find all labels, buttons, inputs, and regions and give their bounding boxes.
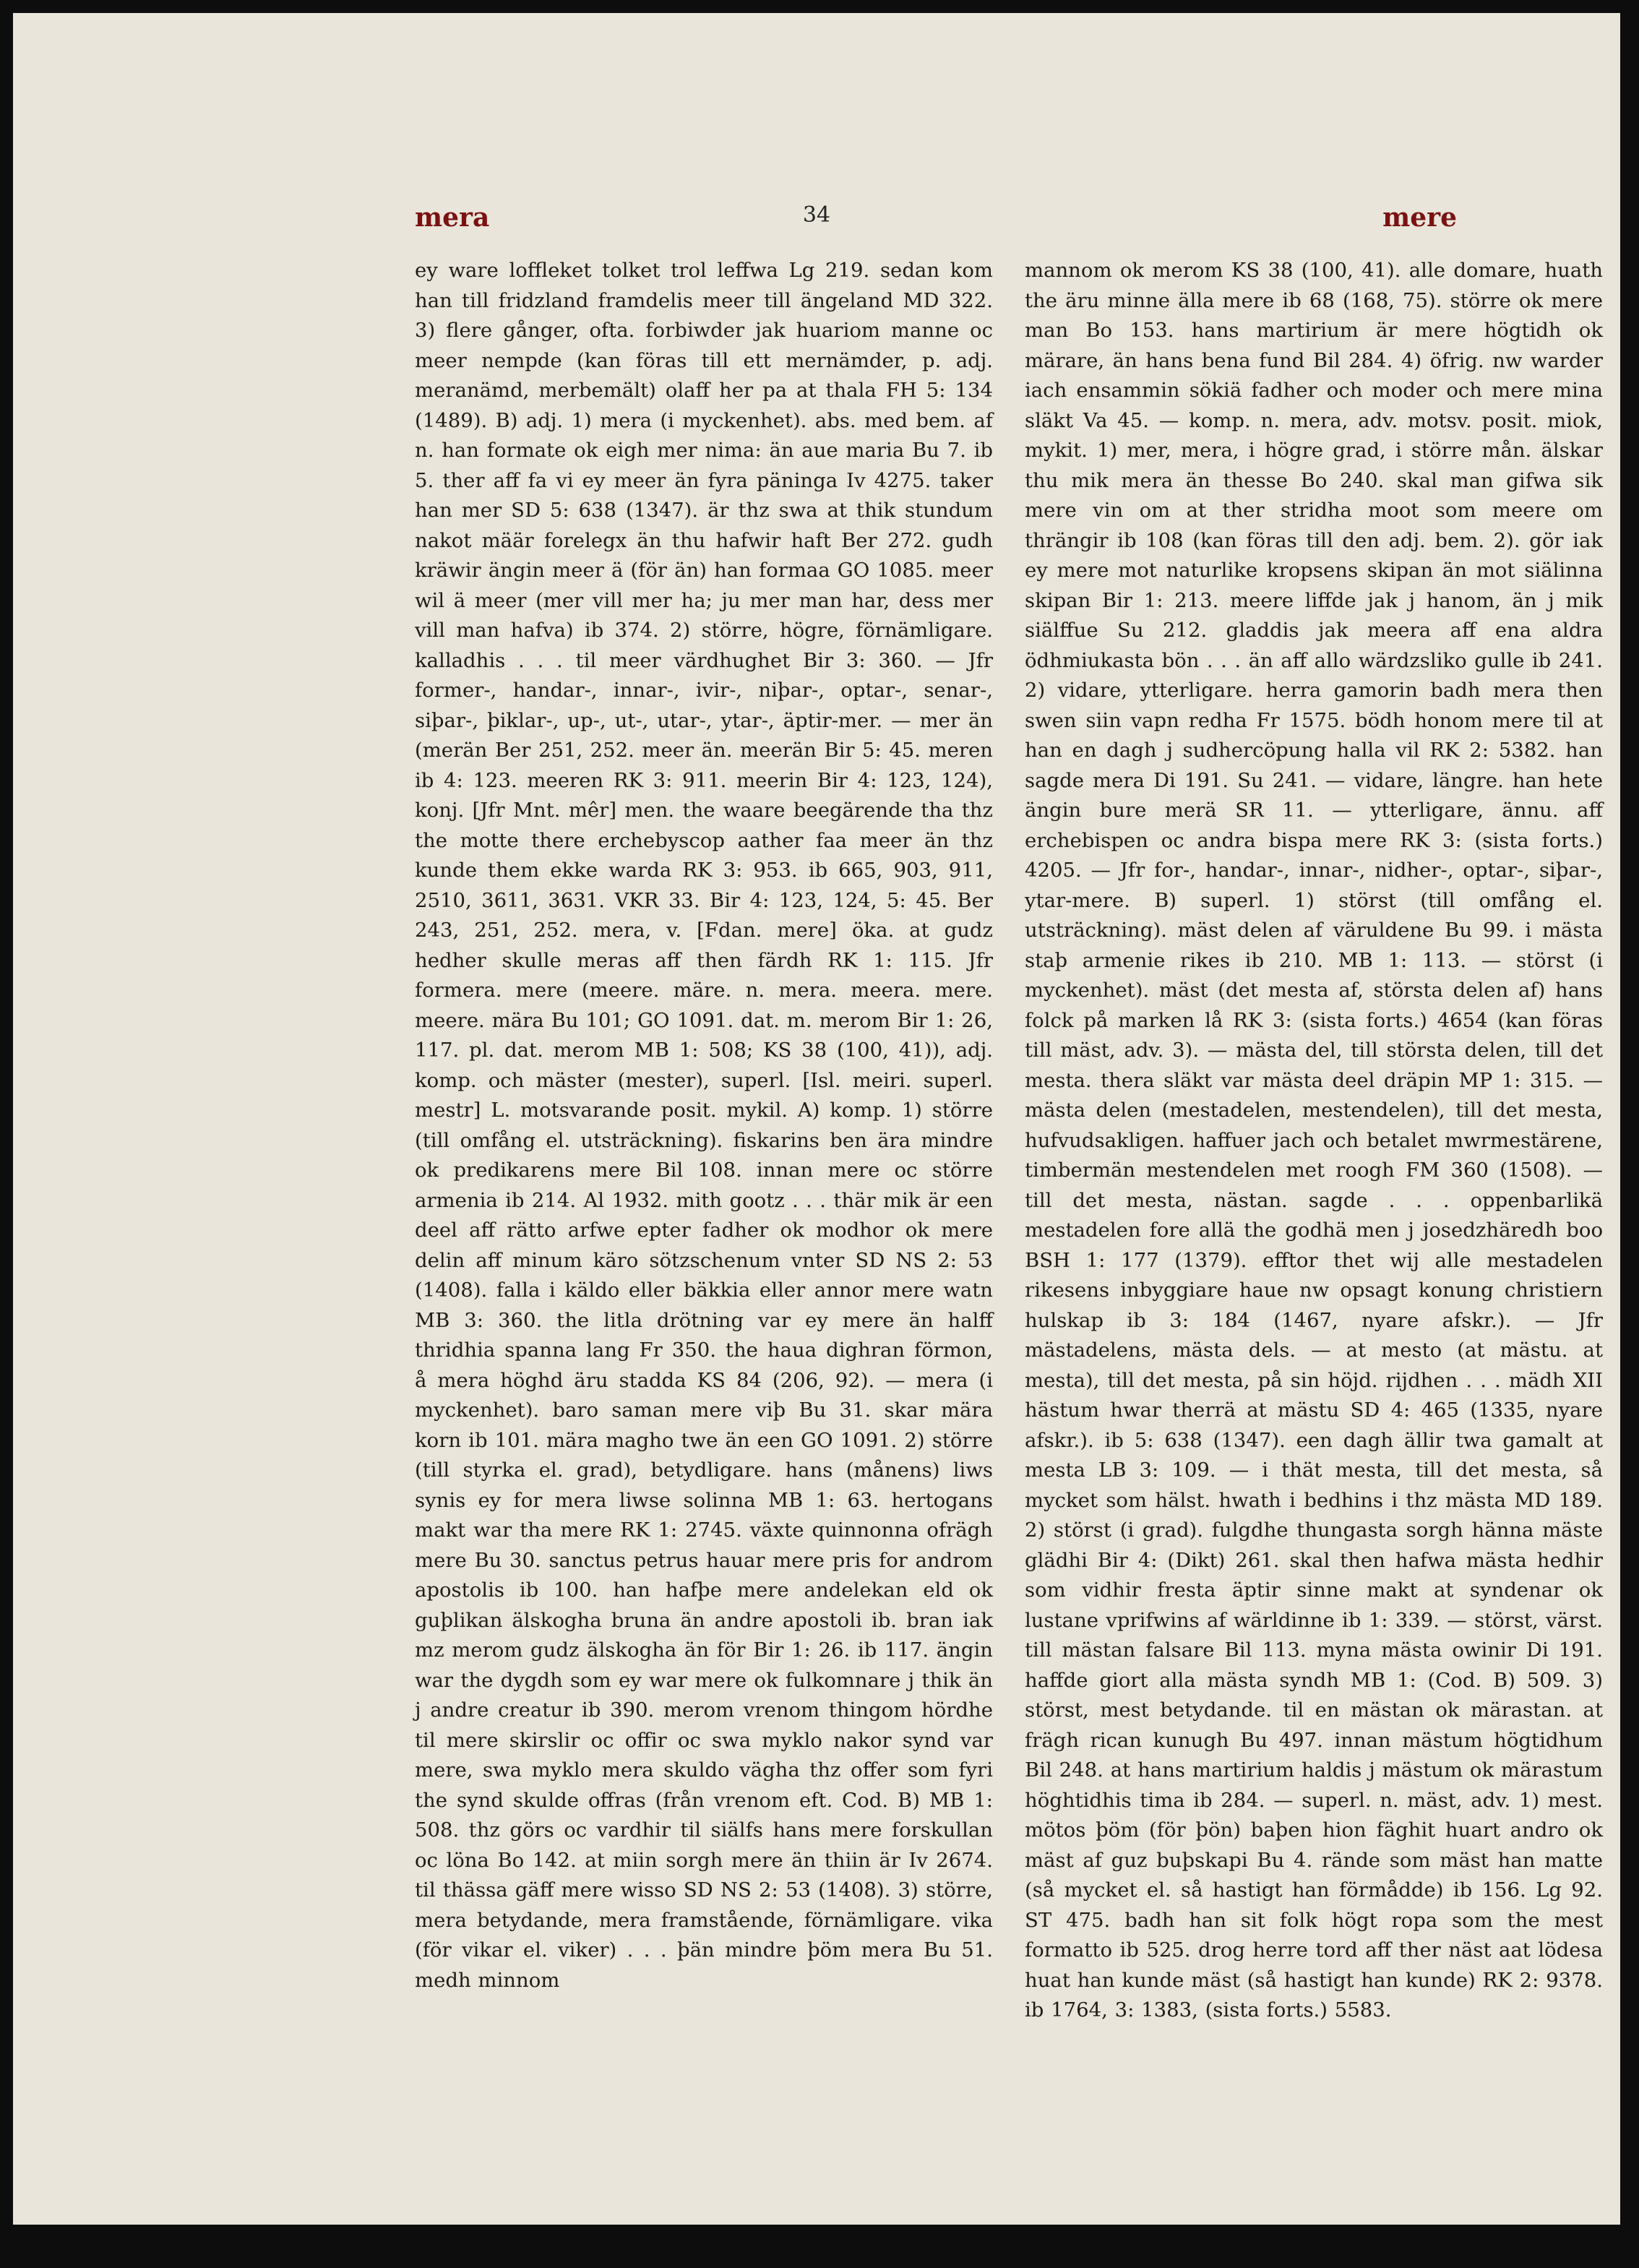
right-column-text: mannom ok merom KS 38 (100, 41). alle domare, huath the äru minne älla mere ib 68 (168, 75). större ok mere man Bo 153. hans martirium är mere högtidh ok märare, än hans bena fund Bil 284. 4) öfrig. nw warder iach ensammin sökiä fadher och moder och mere mina släkt Va 45. — komp. n. mera, adv. motsv. posit. miok, mykit. 1) mer, mera, i högre grad, i större mån. älskar thu mik mera än thesse Bo 240. skal man gifwa sik mere vin om at ther stridha moot som meere om thrängir ib 108 (kan föras till den adj. bem. 2). gör iak ey mere mot naturlike kropsens skipan än mot siälinna skipan Bir 1: 213. meere liffde jak j hanom, än j mik siälffue Su 212. gladdis jak meera aff ena aldra ödhmiukasta bön . . . än aff allo wärdzsliko gulle ib 241. 2) vidare, ytterligare. herra gamorin badh mera then swen siin vapn redha Fr 1575. bödh honom mere til at han en dagh j sudhercöpung halla vil RK 2: 5382. han sagde mera Di 191. Su 241. — vidare, längre. han hete ängin bure merä SR 11. — ytterligare, ännu. aff erchebispen oc andra bispa mere RK 3: (sista forts.) 4205. — Jfr for-, handar-, innar-, nidher-, optar-, siþar-, ytar-mere. B) superl. 1) störst (till omfång el. utsträckning). mäst delen af väruldene Bu 99. i mästa staþ armenie rikes ib 210. MB 1: 113. — störst (i myckenhet). mäst (det mesta af, största delen af) hans folck på marken lå RK 3: (sista forts.) 4654 (kan föras till mäst, adv. 3). — mästa del, till största delen, till det mesta. thera släkt var mästa deel dräpin MP 1: 315. — mästa delen (mestadelen, mestendelen), till det mesta, hufvudsakligen. haffuer jach och betalet mwrmestärene, timbermän mestendelen met roogh FM 360 (1508). — till det mesta, nästan. sagde . . . oppenbarlikä mestadelen fore allä the godhä men j josedzhäredh boo BSH 1: 177 (1379). efftor thet wij alle mestadelen rikesens inbyggiare haue nw opsagt konung christiern hulskap ib 3: 184 (1467, nyare afskr.). — Jfr mästadelens, mästa dels. — at mesto (at mästu. at mesta), till det mesta, på sin höjd. rijdhen . . . mädh XII hästum hwar therrä at mästu SD 4: 465 (1335, nyare afskr.). ib 5: 638 (1347). een dagh ällir twa gamalt at mesta LB 3: 109. — i thät mesta, till det mesta, så mycket som hälst. hwath i bedhins i thz mästa MD 189. 2) störst (i grad). fulgdhe thungasta sorgh hänna mäste glädhi Bir 4: (Dikt) 261. skal then hafwa mästa hedhir som vidhir fresta äptir sinne makt at syndenar ok lustane vprifwins af wärldinne ib 1: 339. — störst, värst. till mästan falsare Bil 113. myna mästa owinir Di 191. haffde giort alla mästa syndh MB 1: (Cod. B) 509. 3) störst, mest betydande. til en mästan ok märastan. at frägh rican kunugh Bu 497. innan mästum högtidhum Bil 248. at hans martirium haldis j mästum ok märastum höghtidhis tima ib 284. — superl. n. mäst, adv. 1) mest. mötos þöm (för þön) baþen hion fäghit huart andro ok mäst af guz buþskapi Bu 4. rände som mäst han matte (så mycket el. så hastigt han förmådde) ib 156. Lg 92. ST 475. badh han sit folk högt ropa som the mest formatto ib 525. drog herre tord aff ther näst aat lödesa huat han kunde mäst (så hastigt han kunde) RK 2: 9378. ib 1764, 3: 1383, (sista forts.) 5583. (1025, 259, 1603, 2022)
right-running-headword: mere (1382, 202, 1457, 233)
left-column (415, 256, 993, 1996)
page-number: 34 (802, 202, 831, 228)
left-running-headword: mera (415, 202, 490, 233)
dictionary-page (13, 13, 1620, 2225)
left-column-text: ey ware loffleket tolket trol leffwa Lg 219. sedan kom han till fridzland framdelis meer till ängeland MD 322. 3) flere gånger, ofta. forbiwder jak huariom manne oc meer nempde (kan föras till ett mernämder, p. adj. meranämd, merbemält) olaff her pa at thala FH 5: 134 (1489). B) adj. 1) mera (i myckenhet). abs. med bem. af n. han formate ok eigh mer nima: än aue maria Bu 7. ib 5. ther aff fa vi ey meer än fyra päninga Iv 4275. taker han mer SD 5: 638 (1347). är thz swa at thik stundum nakot määr forelegx än thu hafwir haft Ber 272. gudh kräwir ängin meer ä (för än) han formaa GO 1085. meer wil ä meer (mer vill mer ha; ju mer man har, dess mer vill man hafva) ib 374. 2) större, högre, förnämligare. kalladhis . . . til meer värdhughet Bir 3: 360. — Jfr former-, handar-, innar-, ivir-, niþar-, optar-, senar-, siþar-, þiklar-, up-, ut-, utar-, ytar-, äptir-mer. — mer än (merän Ber 251, 252. meer än. meerän Bir 5: 45. meren ib 4: 123. meeren RK 3: 911. meerin Bir 4: 123, 124), konj. [Jfr Mnt. mêr] men. the waare beegärende tha thz the motte there erchebyscop aather faa meer än thz kunde them ekke warda RK 3: 953. ib 665, 903, 911, 2510, 3611, 3631. VKR 33. Bir 4: 123, 124, 5: 45. Ber 243, 251, 252. mera, v. [Fdan. mere] öka. at gudz hedher skulle meras aff then färdh RK 1: 115. Jfr formera. mere (meere. märe. n. mera. meera. mere. meere. mära Bu 101; GO 1091. dat. m. merom Bir 1: 26, 117. pl. dat. merom MB 1: 508; KS 38 (100, 41)), adj. komp. och mäster (mester), superl. [Isl. meiri. superl. mestr] L. motsvarande posit. mykil. A) komp. 1) större (till omfång el. utsträckning). fiskarins ben ära mindre ok predikarens mere Bil 108. innan mere oc större armenia ib 214. Al 1932. mith gootz . . . thär mik är een deel aff rätto arfwe epter fadher ok modhor ok mere delin aff minum käro sötzschenum vnter SD NS 2: 53 (1408). falla i käldo eller bäkkia eller annor mere watn MB 3: 360. the litla drötning var ey mere än halff thridhia spanna lang Fr 350. the haua dighran förmon, å mera höghd äru stadda KS 84 (206, 92). — mera (i myckenhet). baro saman mere viþ Bu 31. skar mära korn ib 101. mära magho twe än een GO 1091. 2) större (till styrka el. grad), betydligare. hans (månens) liws synis ey for mera liwse solinna MB 1: 63. hertogans makt war tha mere RK 1: 2745. växte quinnonna ofrägh mere Bu 30. sanctus petrus hauar mere pris for androm apostolis ib 100. han hafþe mere andelekan eld ok guþlikan älskogha bruna än andre apostoli ib. bran iak mz merom gudz älskogha än för Bir 1: 26. ib 117. ängin war the dygdh som ey war mere ok fulkomnare j thik än j andre creatur ib 390. merom vrenom thingom hördhe til mere skirslir oc offir oc swa myklo nakor synd var mere, swa myklo mera skuldo vägha thz offer som fyri the synd skulde offras (från vrenom eft. Cod. B) MB 1: 508. thz görs oc vardhir til siälfs hans mere forskullan oc löna Bo 142. at miin sorgh mere än thiin är Iv 2674. til thässa gäff mere wisso SD NS 2: 53 (1408). 3) större, mera betydande, mera framstående, förnämligare. vika (för vikar el. viker) . . . þän mindre þöm mera Bu 51. medh minnom (415, 259, 993, 1992)
page-header (13, 202, 1620, 239)
right-column (1025, 256, 1603, 2026)
